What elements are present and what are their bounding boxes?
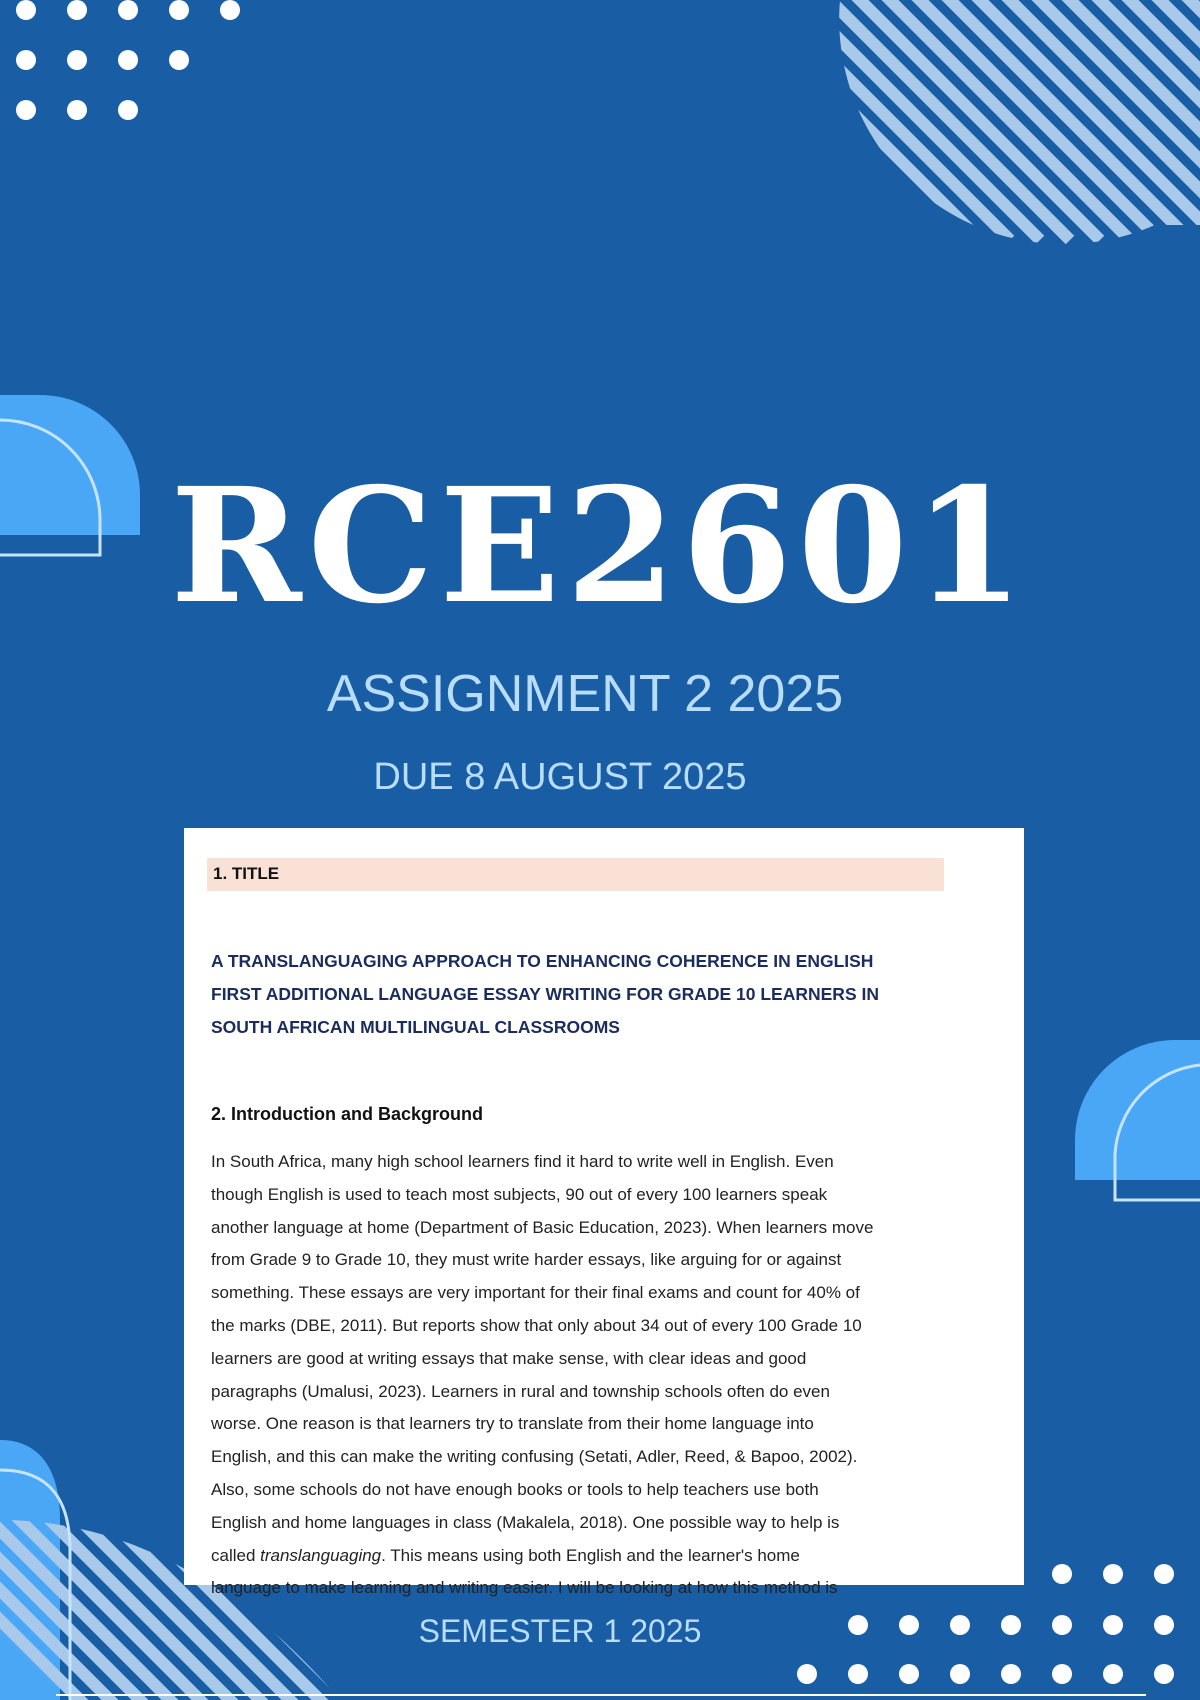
section-title-highlight: [207, 858, 944, 891]
paragraph-line: another language at home (Department of Basic Education, 2023). When learners move: [211, 1217, 874, 1237]
paragraph-line: something. These essays are very important for their final exams and count for 40% of: [211, 1283, 860, 1303]
italic-term: translanguaging: [260, 1545, 382, 1565]
introduction-paragraph: [211, 1146, 981, 1605]
course-code-title: RCE2601: [170, 454, 1030, 639]
paragraph-line: paragraphs (Umalusi, 2023). Learners in rural and township schools often do even: [211, 1381, 830, 1401]
paragraph-line: worse. One reason is that learners try to translate from their home language into: [211, 1414, 814, 1434]
striped-half-circle-top-right: [840, 0, 1200, 230]
paragraph-text: . This means using both English and the learner's home: [381, 1545, 800, 1565]
paragraph-line: the marks (DBE, 2011). But reports show that only about 34 out of every 100 Grade 10: [211, 1315, 862, 1335]
paragraph-line: from Grade 9 to Grade 10, they must write harder essays, like arguing for or against: [211, 1250, 842, 1270]
bottom-divider: [56, 1694, 1146, 1696]
document-preview: [184, 828, 1024, 1598]
document-title: [211, 945, 971, 1044]
paragraph-line: [211, 1540, 981, 1573]
quarter-circle-right: [1075, 1040, 1200, 1210]
paragraph-line: English, and this can make the writing confusing (Setati, Adler, Reed, & Bapoo, 2002).: [211, 1447, 858, 1467]
paragraph-line: In South Africa, many high school learners find it hard to write well in English. Even: [211, 1152, 834, 1171]
paragraph-line: learners are good at writing essays that make sense, with clear ideas and good: [211, 1348, 807, 1368]
document-title-line: A TRANSLANGUAGING APPROACH TO ENHANCING COHERENCE IN ENGLISH: [211, 951, 874, 971]
paragraph-line-cut-off: language to make learning and writing easier. I will be looking at how this method is: [211, 1578, 838, 1598]
paragraph-line: English and home languages in class (Makalela, 2018). One possible way to help is: [211, 1512, 840, 1532]
due-date: DUE 8 AUGUST 2025: [373, 756, 747, 798]
document-title-line: FIRST ADDITIONAL LANGUAGE ESSAY WRITING FOR GRADE 10 LEARNERS IN: [211, 984, 879, 1004]
paragraph-text: called: [211, 1545, 261, 1565]
paragraph-line: Also, some schools do not have enough books or tools to help teachers use both: [211, 1479, 819, 1499]
section-2-heading: 2. Introduction and Background: [211, 1104, 484, 1124]
paragraph-line: though English is used to teach most subjects, 90 out of every 100 learners speak: [211, 1184, 828, 1204]
section-1-heading: 1. TITLE: [213, 864, 280, 883]
assignment-subtitle: ASSIGNMENT 2 2025: [326, 665, 844, 723]
document-title-line: SOUTH AFRICAN MULTILINGUAL CLASSROOMS: [211, 1017, 620, 1037]
semester-label: SEMESTER 1 2025: [418, 1613, 702, 1649]
